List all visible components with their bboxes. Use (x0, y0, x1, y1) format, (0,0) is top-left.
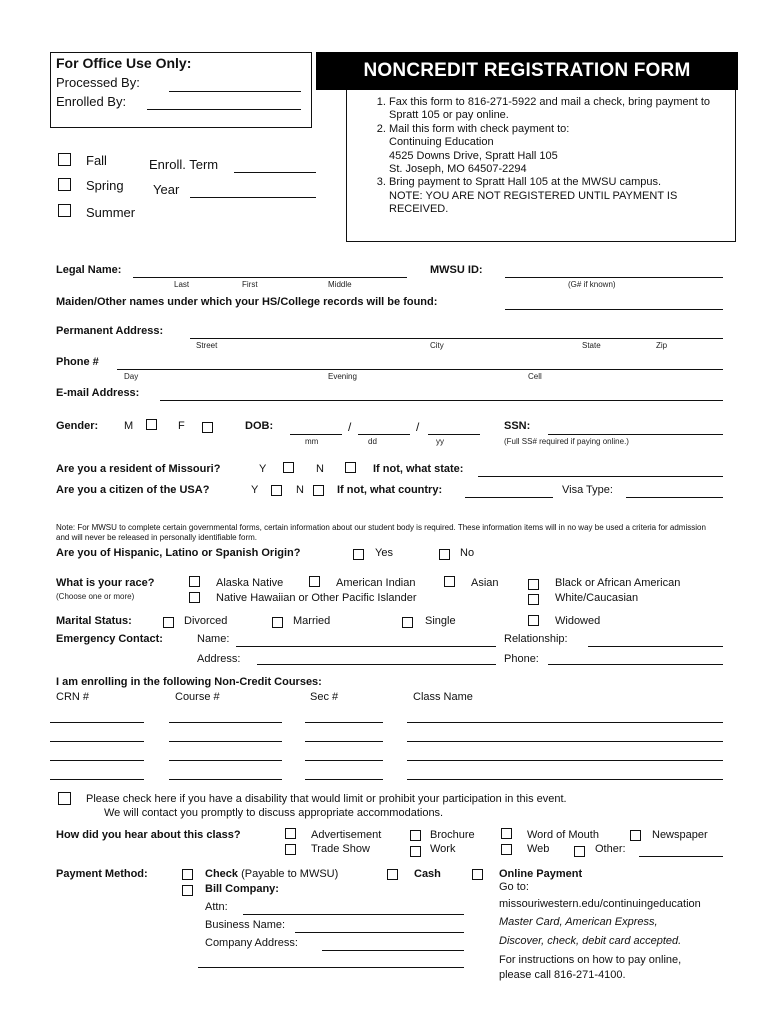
sec-field-4[interactable] (305, 779, 383, 780)
course-field-3[interactable] (169, 760, 282, 761)
dob-label: DOB: (245, 420, 274, 432)
check-note: (Payable to MWSU) (241, 868, 339, 880)
enroll-term-label: Enroll. Term (149, 157, 219, 172)
marital-divorced-checkbox[interactable] (163, 617, 174, 628)
cards-line-2: Discover, check, debit card accepted. (499, 935, 682, 947)
zip-sublabel: Zip (656, 341, 668, 350)
payment-url[interactable]: missouriwestern.edu/continuingeducation (499, 898, 701, 910)
hear-tradeshow-label: Trade Show (311, 843, 370, 855)
race-white-label: White/Caucasian (555, 592, 639, 604)
payment-bill-checkbox[interactable] (182, 885, 193, 896)
hear-newspaper-label: Newspaper (652, 829, 708, 841)
marital-single-label: Single (425, 615, 456, 627)
disability-text-1: Please check here if you have a disability that would limit or prohibit your participation in this event. (86, 793, 567, 805)
instruction-2 (389, 123, 727, 177)
crn-field-2[interactable] (50, 741, 144, 742)
attn-field[interactable] (243, 914, 464, 915)
citizen-yes-checkbox[interactable] (271, 485, 282, 496)
state-question: If not, what state: (373, 463, 464, 475)
gender-label: Gender: (56, 420, 99, 432)
payment-cash-label: Cash (414, 868, 441, 880)
payment-method-label: Payment Method: (56, 868, 148, 880)
spring-checkbox[interactable] (58, 178, 71, 191)
hispanic-yes-label: Yes (375, 547, 393, 559)
first-sublabel: First (242, 280, 258, 289)
race-white-checkbox[interactable] (528, 594, 539, 605)
city-sublabel: City (430, 341, 444, 350)
state-sublabel: State (582, 341, 601, 350)
dob-year-field[interactable] (428, 434, 480, 435)
emergency-contact-label: Emergency Contact: (56, 633, 163, 645)
payment-online-checkbox[interactable] (472, 869, 483, 880)
hear-other-label: Other: (595, 843, 626, 855)
crn-header: CRN # (56, 691, 90, 703)
visa-label: Visa Type: (562, 484, 613, 496)
hear-other-checkbox[interactable] (574, 846, 585, 857)
resident-yes-label: Y (259, 463, 267, 475)
email-field[interactable] (160, 400, 723, 401)
race-black-label: Black or African American (555, 577, 681, 589)
marital-single-checkbox[interactable] (402, 617, 413, 628)
relationship-field[interactable] (588, 646, 723, 647)
disability-text-2: We will contact you promptly to discuss appropriate accommodations. (104, 807, 444, 819)
resident-no-checkbox[interactable] (345, 462, 356, 473)
payment-check-checkbox[interactable] (182, 869, 193, 880)
class-name-field-1[interactable] (407, 722, 723, 723)
other-state-field[interactable] (478, 476, 723, 477)
race-hawaiian-label: Native Hawaiian or Other Pacific Islander (216, 592, 417, 604)
mwsu-id-field[interactable] (505, 277, 723, 278)
crn-field-4[interactable] (50, 779, 144, 780)
female-checkbox[interactable] (202, 422, 213, 433)
dob-slash-1: / (348, 420, 352, 434)
courses-heading: I am enrolling in the following Non-Credit Courses: (56, 676, 322, 688)
hear-web-label: Web (527, 843, 550, 855)
dob-day-field[interactable] (358, 434, 410, 435)
marital-married-checkbox[interactable] (272, 617, 283, 628)
crn-field-1[interactable] (50, 722, 144, 723)
spring-label: Spring (86, 178, 124, 193)
citizen-question: Are you a citizen of the USA? (56, 484, 210, 496)
hear-brochure-label: Brochure (430, 829, 475, 841)
enrolled-by-label: Enrolled By: (56, 94, 127, 109)
hear-brochure-checkbox[interactable] (410, 830, 421, 841)
country-question: If not, what country: (337, 484, 443, 496)
citizen-no-checkbox[interactable] (313, 485, 324, 496)
class-name-field-4[interactable] (407, 779, 723, 780)
office-title: For Office Use Only: (56, 55, 192, 71)
company-address-field[interactable] (322, 950, 464, 951)
instruction-2-text: Mail this form with check payment to: (389, 122, 570, 135)
mail-line-2: 4525 Downs Drive, Spratt Hall 105 (389, 149, 558, 162)
dob-slash-2: / (416, 420, 420, 434)
legal-name-label: Legal Name: (56, 264, 122, 276)
sec-field-1[interactable] (305, 722, 383, 723)
race-asian-checkbox[interactable] (444, 576, 455, 587)
check-text: Check (205, 868, 239, 880)
permanent-address-label: Permanent Address: (56, 325, 164, 337)
hear-question: How did you hear about this class? (56, 829, 241, 841)
other-country-field[interactable] (465, 497, 553, 498)
evening-sublabel: Evening (328, 372, 357, 381)
office-use-box (50, 52, 312, 128)
hear-newspaper-checkbox[interactable] (630, 830, 641, 841)
hear-work-label: Work (430, 843, 456, 855)
hear-advertisement-label: Advertisement (311, 829, 382, 841)
emergency-name-field[interactable] (236, 646, 496, 647)
day-sublabel: Day (124, 372, 139, 381)
demographic-note: Note: For MWSU to complete certain governmental forms, certain information about our student body is required. These information items will in no way be used a criteria for admission and will never be released in personally identifiable form. (56, 523, 706, 542)
citizen-no-label: N (296, 484, 304, 496)
class-name-field-2[interactable] (407, 741, 723, 742)
legal-name-field[interactable] (133, 277, 407, 278)
resident-question: Are you a resident of Missouri? (56, 463, 221, 475)
race-asian-label: Asian (471, 577, 499, 589)
race-alaska-checkbox[interactable] (189, 576, 200, 587)
male-label: M (124, 420, 134, 432)
marital-label: Marital Status: (56, 615, 132, 627)
fall-checkbox[interactable] (58, 153, 71, 166)
marital-widowed-label: Widowed (555, 615, 601, 627)
fall-label: Fall (86, 153, 107, 168)
yy-sublabel: yy (436, 437, 444, 446)
year-label: Year (153, 182, 180, 197)
resident-yes-checkbox[interactable] (283, 462, 294, 473)
ssn-hint: (Full SS# required if paying online.) (504, 437, 629, 446)
hear-tradeshow-checkbox[interactable] (285, 844, 296, 855)
business-name-label: Business Name: (205, 919, 286, 931)
marital-divorced-label: Divorced (184, 615, 228, 627)
hear-advertisement-checkbox[interactable] (285, 828, 296, 839)
sec-field-3[interactable] (305, 760, 383, 761)
emergency-name-label: Name: (197, 633, 230, 645)
sec-field-2[interactable] (305, 741, 383, 742)
email-label: E-mail Address: (56, 387, 140, 399)
last-sublabel: Last (174, 280, 190, 289)
dob-month-field[interactable] (290, 434, 342, 435)
marital-widowed-checkbox[interactable] (528, 615, 539, 626)
race-hint: (Choose one or more) (56, 592, 135, 601)
emergency-address-field[interactable] (257, 664, 496, 665)
crn-field-3[interactable] (50, 760, 144, 761)
hear-other-field[interactable] (639, 856, 723, 857)
relationship-label: Relationship: (504, 633, 568, 645)
payment-cash-checkbox[interactable] (387, 869, 398, 880)
mail-line-3: St. Joseph, MO 64507-2294 (389, 163, 527, 176)
bill-company-label: Bill Company: (205, 883, 279, 895)
citizen-yes-label: Y (251, 484, 259, 496)
hispanic-yes-checkbox[interactable] (353, 549, 364, 560)
female-label: F (178, 420, 185, 432)
race-black-checkbox[interactable] (528, 579, 539, 590)
company-address-field-2[interactable] (198, 967, 464, 968)
enrolled-by-field[interactable] (147, 109, 301, 110)
help-line-1: For instructions on how to pay online, (499, 954, 682, 966)
hispanic-no-label: No (460, 547, 475, 559)
permanent-address-field[interactable] (190, 338, 723, 339)
instruction-1: 1. Fax this form to 816-271-5922 and mail a check, bring payment to Spratt 105 or pay online. (389, 96, 727, 123)
enroll-term-field[interactable] (234, 172, 316, 173)
mail-line-1: Continuing Education (389, 136, 494, 149)
hear-word-of-mouth-label: Word of Mouth (527, 829, 599, 841)
visa-field[interactable] (626, 497, 723, 498)
business-name-field[interactable] (295, 932, 464, 933)
year-field[interactable] (190, 197, 316, 198)
ssn-field[interactable] (548, 434, 723, 435)
company-address-label: Company Address: (205, 937, 298, 949)
race-question: What is your race? (56, 577, 155, 589)
class-name-field-3[interactable] (407, 760, 723, 761)
help-line-2: please call 816-271-4100. (499, 969, 626, 981)
maiden-names-field[interactable] (505, 309, 723, 310)
course-field-4[interactable] (169, 779, 282, 780)
emergency-phone-label: Phone: (504, 653, 539, 665)
race-american-indian-checkbox[interactable] (309, 576, 320, 587)
mm-sublabel: mm (305, 437, 319, 446)
marital-married-label: Married (293, 615, 331, 627)
middle-sublabel: Middle (328, 280, 352, 289)
cell-sublabel: Cell (528, 372, 542, 381)
phone-label: Phone # (56, 356, 99, 368)
payment-online-label: Online Payment (499, 868, 583, 880)
disability-checkbox[interactable] (58, 792, 71, 805)
dd-sublabel: dd (368, 437, 377, 446)
ssn-label: SSN: (504, 420, 531, 432)
mwsu-id-label: MWSU ID: (430, 264, 483, 276)
processed-by-field[interactable] (169, 91, 301, 92)
g-hint: (G# if known) (568, 280, 616, 289)
goto-label: Go to: (499, 881, 529, 893)
payment-notice: NOTE: YOU ARE NOT REGISTERED UNTIL PAYMENT IS RECEIVED. (389, 189, 678, 216)
male-checkbox[interactable] (146, 419, 157, 430)
summer-checkbox[interactable] (58, 204, 71, 217)
phone-field[interactable] (117, 369, 723, 370)
hispanic-no-checkbox[interactable] (439, 549, 450, 560)
emergency-address-label: Address: (197, 653, 241, 665)
sec-header: Sec # (310, 691, 339, 703)
cards-line-1: Master Card, American Express, (499, 916, 658, 928)
attn-label: Attn: (205, 901, 228, 913)
hear-web-checkbox[interactable] (501, 844, 512, 855)
instruction-3-text: Bring payment to Spratt Hall 105 at the MWSU campus. (389, 176, 662, 189)
maiden-names-label: Maiden/Other names under which your HS/College records will be found: (56, 296, 438, 308)
instructions-list (375, 96, 727, 217)
race-hawaiian-checkbox[interactable] (189, 592, 200, 603)
processed-by-label: Processed By: (56, 75, 140, 90)
course-header: Course # (175, 691, 220, 703)
race-alaska-label: Alaska Native (216, 577, 284, 589)
course-field-1[interactable] (169, 722, 282, 723)
course-field-2[interactable] (169, 741, 282, 742)
form-title: NONCREDIT REGISTRATION FORM (316, 52, 738, 90)
summer-label: Summer (86, 205, 136, 220)
hear-word-of-mouth-checkbox[interactable] (501, 828, 512, 839)
resident-no-label: N (316, 463, 324, 475)
class-name-header: Class Name (413, 691, 473, 703)
instruction-3 (389, 176, 727, 216)
hear-work-checkbox[interactable] (410, 846, 421, 857)
race-american-indian-label: American Indian (336, 577, 416, 589)
payment-check-label (205, 868, 338, 880)
hispanic-question: Are you of Hispanic, Latino or Spanish Origin? (56, 547, 301, 559)
street-sublabel: Street (196, 341, 218, 350)
emergency-phone-field[interactable] (548, 664, 723, 665)
